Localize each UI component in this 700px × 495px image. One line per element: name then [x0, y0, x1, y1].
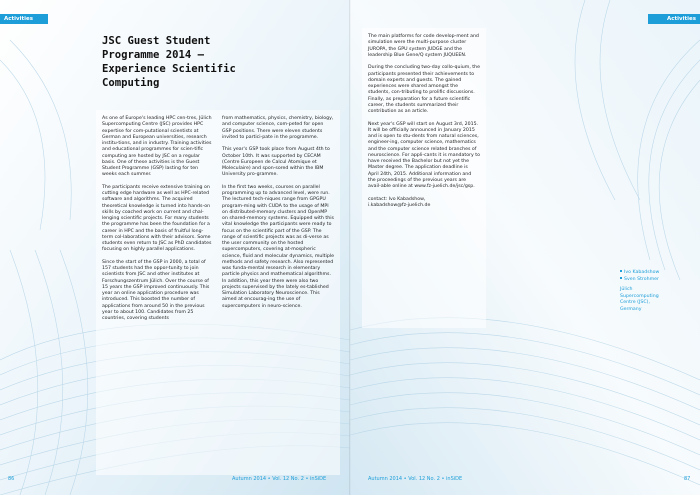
affiliation-line: Centre (JSC), [620, 300, 650, 306]
affiliation-line: Germany [620, 306, 642, 312]
bullet-square-icon [620, 270, 622, 272]
text-column-3 [368, 34, 480, 215]
paragraph: from mathematics, physics, chemistry, biology, and computer science, com-peted for open GSP positions. There were eleven students invited to partici-pate in the programme. [222, 116, 334, 140]
article-title [102, 34, 322, 90]
paragraph: The participants receive extensive training on cutting edge hardware as well as HPC-related software and algorithms. The acquired theoretical knowledge is turned into hands-on skills by coached work on current and chal-lenging scientific projects. For many students the programme has been the foundation for a career in HPC and the basis of fruitful long-term col-laborations with their advisors. Some students even return to JSC as PhD candidates focusing on highly parallel applications. [102, 184, 212, 253]
contact-email-link[interactable]: i.kabadshow@fz-juelich.de [368, 202, 431, 208]
author-name: Sven Strohmer [624, 276, 659, 282]
paragraph: As one of Europe's leading HPC cen-tres, Jülich Supercomputing Centre (JSC) provides HPC expertise for com-putational scientists at German and European universities, research institu-tions, and in industry. Training activities and educational programmes for scien-tific computing are hosted by JSC on a regular basis. One of these activities is the Guest Student Programme (GSP) lasting for ten weeks each summer. [102, 116, 212, 178]
page-footer: Autumn 2014 • Vol. 12 No. 2 • inSiDE [232, 476, 327, 482]
title-line: Programme 2014 – [102, 49, 205, 61]
title-line: JSC Guest Student [102, 35, 211, 47]
paragraph: This year's GSP took place from August 4th to October 10th. It was supported by CECAM (Centre Europeen de Calcul Atomique et Moleculaire) and spon-sored within the IBM University pro-gramme. [222, 147, 330, 178]
paragraph: Next year's GSP will start on August 3rd, 2015. It will be officially announced in January 2015 and is open to stu-dents from natural sciences, engineer-ing, computer science, mathematics and the computer science related branches of neuroscience. For appli-cants it is mandatory to have received the Bachelor but not yet the Master degree. The application deadline is April 24th, 2015. Additional information and the proceedings of the previous years are avail-able online at www.fz-juelich.de/jsc/gsp. [368, 121, 480, 189]
page-fold [349, 0, 351, 495]
paragraph: Since the start of the GSP in 2000, a total of 157 students had the oppor-tunity to join scientists from JSC and other institutes at Forschungszentrum Jülich. Over the course of 15 years the GSP improved continuously. This year an online application procedure was introduced. This boosted the number of applications from around 50 in the previous year to about 100. Candidates from 25 countries, covering students [102, 259, 210, 321]
text-column-2 [222, 116, 334, 316]
page-number: 87 [684, 476, 691, 482]
bullet-square-icon [620, 277, 622, 279]
author-box [620, 270, 696, 314]
contact-info [368, 197, 480, 210]
title-line: Experience Scientific [102, 63, 236, 75]
contact-line: contact: Ivo Kabadshow, [368, 196, 426, 202]
page-number: 86 [8, 476, 15, 482]
text-column-1 [102, 116, 212, 329]
section-tab: Activities [648, 14, 700, 24]
affiliation [620, 287, 696, 313]
paragraph: In the first two weeks, courses on parallel programming up to advanced level, were run. The lectured tech-niques range from GPGPU program-ming with CUDA to the usage of MPI on distributed-memory clusters and OpenMP on shared-memory systems. Equipped with this vital knowledge the participants were ready to focus on the scientific part of the GSP. The range of scientific projects was as di-verse as the user community on the hosted supercomputers, covering at-mospheric science, fluid and molecular dynamics, multiple methods and safety research. Also represented was funda-mental research in elementary particle physics and mathematical algorithms. In addition, this year there were also two projects supervised by the lately es-tablished Simulation Laboratory Neuroscience. This aimed at encourag-ing the use of supercomputers in neuro-science. [222, 184, 334, 309]
affiliation-line: Jülich [620, 287, 633, 293]
section-tab: Activities [0, 14, 48, 24]
author-name: Ivo Kabadshow [624, 270, 660, 275]
title-line: Computing [102, 77, 160, 89]
right-page [350, 0, 700, 495]
author-item [620, 270, 696, 277]
author-item [620, 277, 696, 284]
affiliation-line: Supercomputing [620, 293, 659, 299]
page-footer: Autumn 2014 • Vol. 12 No. 2 • inSiDE [368, 476, 463, 482]
paragraph: The main platforms for code develop-ment and simulation were the multi-purpose cluster JUROPA, the GPU system JUDGE and the leadership Blue Gene/Q system JUQUEEN. [368, 34, 479, 58]
paragraph: During the concluding two-day collo-quium, the participants presented their achievements to domain experts and guests. The gained experiences were shared amongst the students, con-tributing to prolific discussions. Finally, as preparation for a future scientific career, the students summarized their contribution as an article. [368, 65, 480, 114]
